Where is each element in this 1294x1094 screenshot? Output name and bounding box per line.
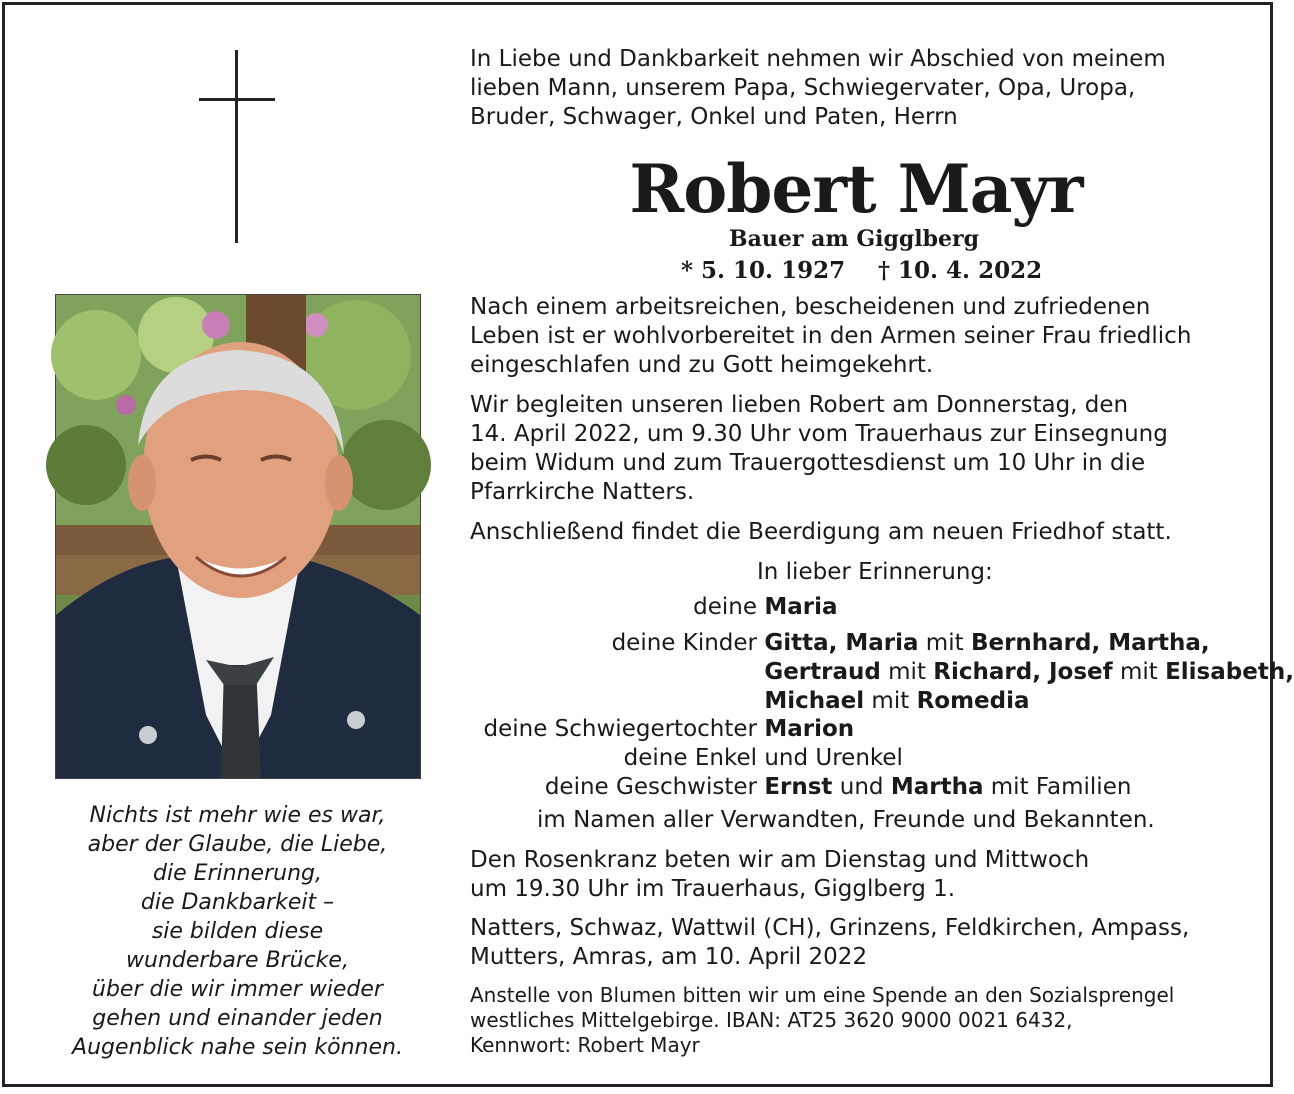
intro-text: In Liebe und Dankbarkeit nehmen wir Abschied von meinem lieben Mann, unserem Papa, Schwiegervater, Opa, Uropa, Bruder, Schwager, Onkel und Paten, Herrn	[470, 46, 1166, 130]
mourner-wife: deine Maria	[693, 594, 838, 620]
mourner-relatives: im Namen aller Verwandten, Freunde und Bekannten.	[537, 807, 1155, 833]
mourner-siblings: deine Geschwister Ernst und Martha mit Familien	[544, 774, 1132, 800]
mourner-children-line3: Michael mit Romedia	[764, 688, 1030, 714]
birth-date: * 5. 10. 1927	[681, 257, 846, 284]
death-date: † 10. 4. 2022	[878, 257, 1043, 284]
deceased-occupation: Bauer am Gigglberg	[729, 226, 979, 252]
cross-icon	[235, 50, 238, 243]
mourner-children: deine Kinder Gitta, Maria mit Bernhard, Martha,	[611, 630, 1210, 656]
burial-text: Anschließend findet die Beerdigung am neuen Friedhof statt.	[470, 519, 1172, 545]
funeral-text: Wir begleiten unseren lieben Robert am Donnerstag, den 14. April 2022, um 9.30 Uhr vom Trauerhaus zur Einsegnung beim Widum und zum Trauergottesdienst um 10 Uhr in die Pfarrkirche Natters.	[470, 392, 1168, 505]
mourner-grandchildren: deine Enkel und Urenkel	[623, 745, 903, 771]
cross-icon-bar	[199, 98, 275, 101]
life-text: Nach einem arbeitsreichen, bescheidenen und zufriedenen Leben ist er wohlvorbereitet in den Armen seiner Frau friedlich eingeschlafen und zu Gott heimgekehrt.	[470, 294, 1192, 378]
obituary-card	[2, 2, 1294, 1087]
mourners-heading: In lieber Erinnerung:	[757, 559, 993, 585]
places-text: Natters, Schwaz, Wattwil (CH), Grinzens, Feldkirchen, Ampass, Mutters, Amras, am 10. April 2022	[470, 915, 1190, 970]
deceased-name: Robert Mayr	[629, 150, 1083, 228]
memorial-quote: Nichts ist mehr wie es war, aber der Glaube, die Liebe, die Erinnerung, die Dankbarkeit – sie bilden diese wunderbare Brücke, über die wir immer wieder gehen und einander jeden Augenblick nahe sein können.	[72, 803, 403, 1060]
donation-text: Anstelle von Blumen bitten wir um eine Spende an den Sozialsprengel westliches Mittelgebirge. IBAN: AT25 3620 9000 0021 6432, Kennwort: Robert Mayr	[470, 983, 1175, 1057]
rosary-text: Den Rosenkranz beten wir am Dienstag und Mittwoch um 19.30 Uhr im Trauerhaus, Gigglberg 1.	[470, 847, 1090, 902]
mourner-children-line2: Gertraud mit Richard, Josef mit Elisabeth,	[764, 659, 1294, 685]
mourner-daughter-in-law: deine Schwiegertochter Marion	[483, 716, 855, 742]
